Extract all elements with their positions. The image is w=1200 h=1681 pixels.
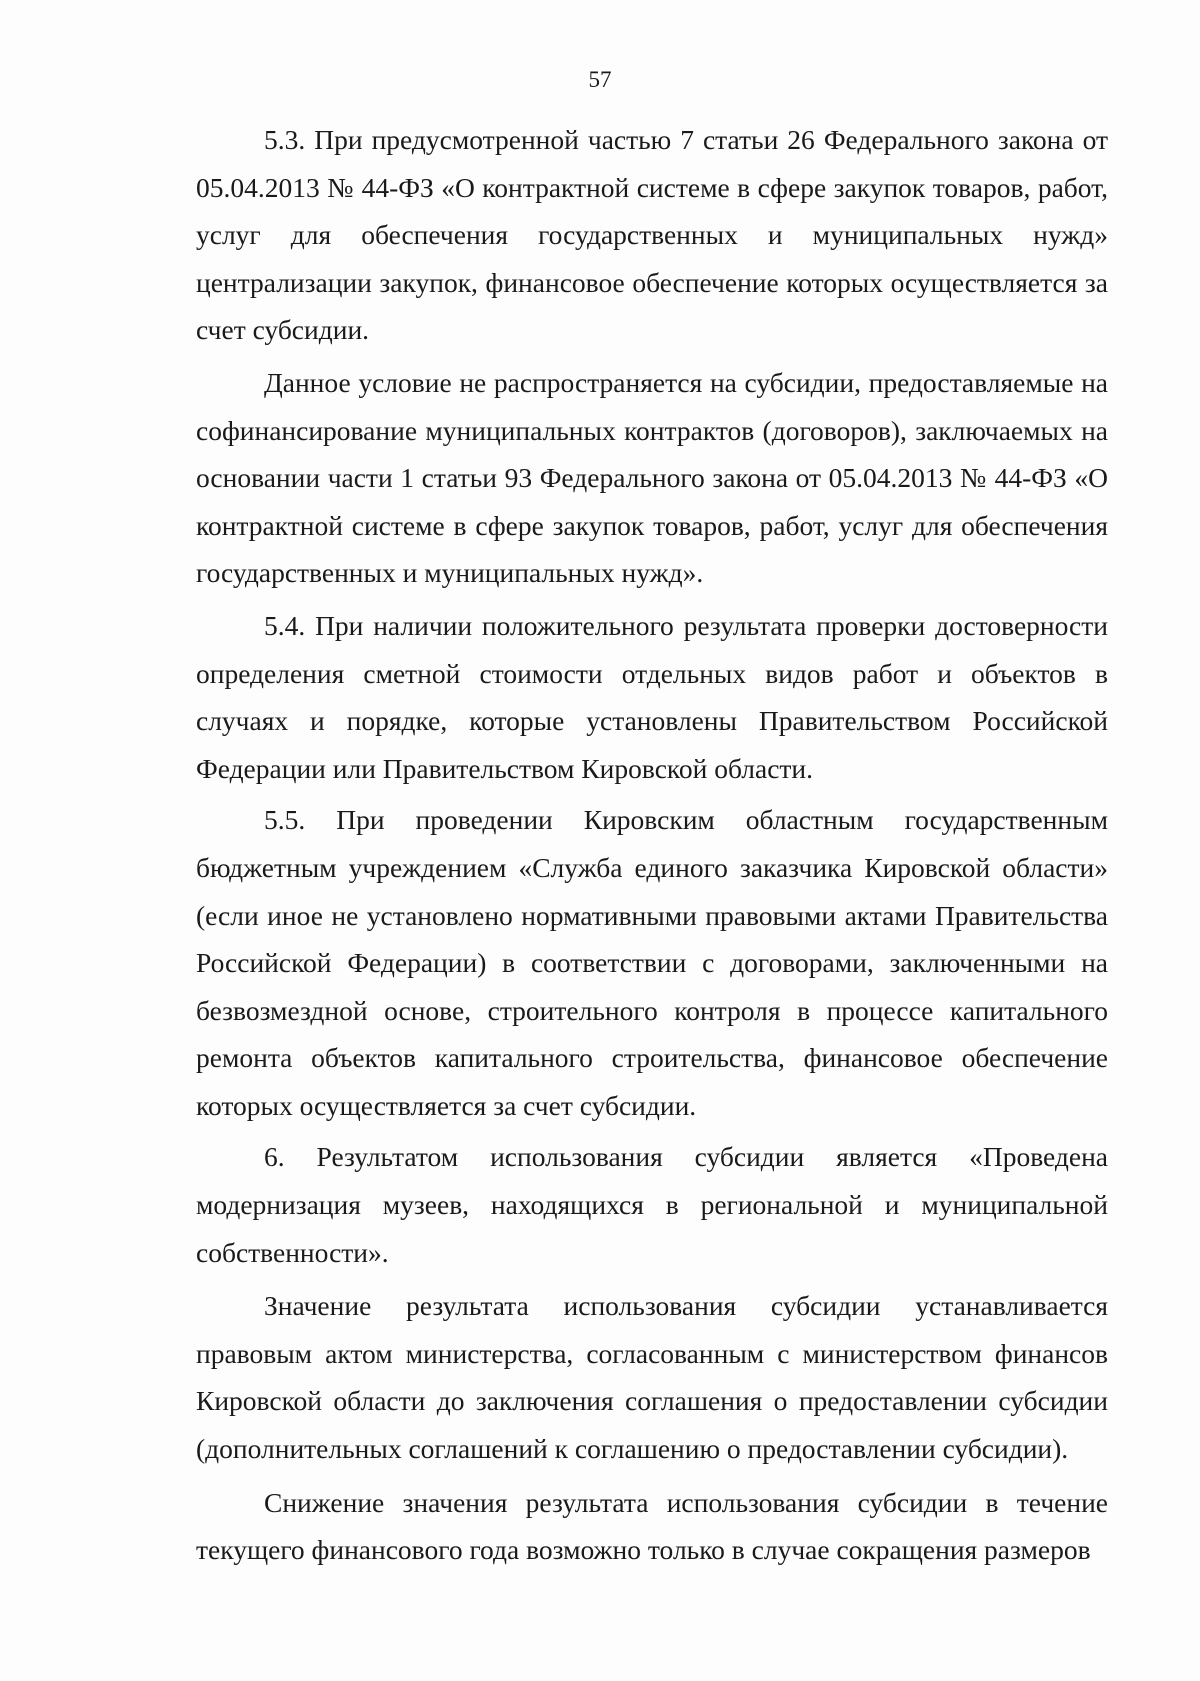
paragraph-result-reduction: Снижение значения результата использования субсидии в течение текущего финансового года возможно только в случае сокращения размеров [196, 1486, 1108, 1566]
paragraph-6: 6. Результатом использования субсидии является «Проведена модернизация музеев, находящихся в региональной и муниципальной собственности». [196, 1141, 1108, 1268]
paragraph-5-4: 5.4. При наличии положительного результата проверки достоверности определения сметной стоимости отдельных видов работ и объектов в случаях и порядке, которые установлены Правительством Российской Федерации или Правительством Кировской области. [196, 609, 1108, 784]
paragraph-5-3-exception: Данное условие не распространяется на субсидии, предоставляемые на софинансирование муниципальных контрактов (договоров), заключаемых на основании части 1 статьи 93 Федерального закона от 05.04.2013 № 44-ФЗ «О контрактной системе в сфере закупок товаров, работ, услуг для обеспечения государственных и муниципальных нужд». [196, 366, 1108, 589]
paragraph-5-5: 5.5. При проведении Кировским областным государственным бюджетным учреждением «Служба единого заказчика Кировской области» (если иное не установлено нормативными правовыми актами Правительства Российской Федерации) в соответствии с договорами, заключенными на безвозмездной основе, строительного контроля в процессе капитального ремонта объектов капитального строительства, финансовое обеспечение которых осуществляется за счет субсидии. [196, 804, 1108, 1121]
document-body [196, 116, 1108, 1580]
paragraph-5-3: 5.3. При предусмотренной частью 7 статьи 26 Федерального закона от 05.04.2013 № 44-ФЗ «О контрактной системе в сфере закупок товаров, работ, услуг для обеспечения государственных и муниципальных нужд» централизации закупок, финансовое обеспечение которых осуществляется за счет субсидии. [196, 124, 1108, 346]
paragraph-result-value: Значение результата использования субсидии устанавливается правовым актом министерства, согласованным с министерством финансов Кировской области до заключения соглашения о предоставлении субсидии (дополнительных соглашений к соглашению о предоставлении субсидии). [196, 1290, 1108, 1465]
page-number: 57 [588, 67, 612, 92]
